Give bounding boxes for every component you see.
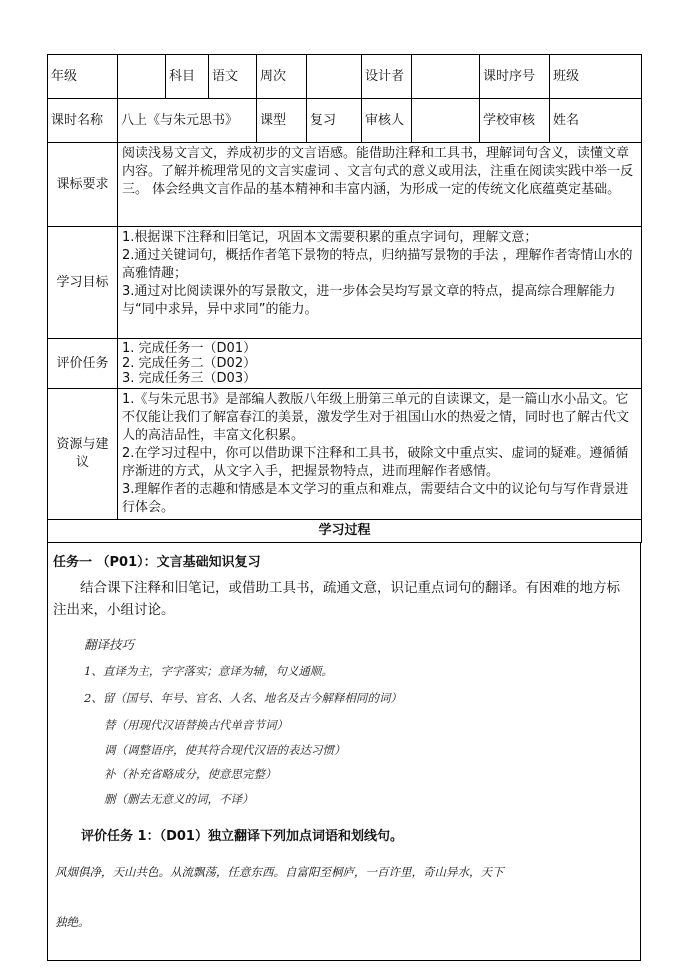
- week-label: 周次: [257, 55, 307, 99]
- goal-item: 2.通过关键词句，概括作者笔下景物的特点，归纳描写景物的手法 ，理解作者寄情山水的高雅情趣；: [122, 248, 633, 281]
- resource-item: 2.在学习过程中，你可以借助课下注释和工具书，破除文中重点实、虚词的疑难。遵循循序渐进的方式，从文字入手，把握景物特点，进而理解作者感情。: [122, 446, 629, 479]
- eval-label: 评价任务: [48, 339, 118, 389]
- learning-process-section: [47, 543, 641, 961]
- tip-1: 1、直译为主，字字落实；意译为辅，句义通顺。: [84, 664, 333, 678]
- eval-item: 3. 完成任务三（D03）: [122, 371, 257, 386]
- name-label: 姓名: [550, 99, 642, 143]
- header-row-1: [48, 55, 642, 99]
- resource-row: [48, 389, 642, 520]
- grade-label: 年级: [48, 55, 118, 99]
- goals-label: 学习目标: [48, 227, 118, 339]
- class-label: 班级: [550, 55, 642, 99]
- lesson-label: 课时名称: [48, 99, 118, 143]
- standard-label: 课标要求: [48, 143, 118, 227]
- reviewer-value: [412, 99, 480, 143]
- school-review-label: 学校审核: [480, 99, 550, 143]
- period-label: 课时序号: [480, 55, 550, 99]
- eval-item: 2. 完成任务二（D02）: [122, 356, 257, 371]
- subject-label: 科目: [166, 55, 209, 99]
- lesson-value: 八上《与朱元思书》: [118, 99, 257, 143]
- designer-label: 设计者: [362, 55, 412, 99]
- goals-row: [48, 227, 642, 339]
- standard-text: 阅读浅易文言文，养成初步的文言语感。能借助注释和工具书，理解词句含义，读懂文章内容。了解并梳理常见的文言实虚词 、文言句式的意义或用法，注重在阅读实践中举一反三。 体会经典文言作品的基本精神和丰富内涵，为形成一定的传统文化底蕴奠定基础。: [118, 143, 642, 227]
- resource-item: 1.《与朱元思书》是部编人教版八年级上册第三单元的自读课文，是一篇山水小品文。它不仅能让我们了解富春江的美景，激发学生对于祖国山水的热爱之情，同时也了解古代文人的高洁品性，丰富文化积累。: [122, 392, 630, 443]
- reviewer-label: 审核人: [362, 99, 412, 143]
- tips-title: 翻译技巧: [84, 637, 135, 652]
- process-title-row: [48, 520, 642, 543]
- standard-row: [48, 143, 642, 227]
- eval-item: 1. 完成任务一（D01）: [122, 341, 257, 356]
- tip-replace: 替（用现代汉语替换古代单音节词）: [104, 718, 288, 732]
- goals-text: [118, 227, 642, 339]
- type-label: 课型: [257, 99, 307, 143]
- type-value: 复习: [307, 99, 362, 143]
- resource-item: 3.理解作者的志趣和情感是本文学习的重点和难点，需要结合文中的议论句与写作背景进行体会。: [122, 482, 629, 515]
- designer-value: [412, 55, 480, 99]
- goal-item: 3.通过对比阅读课外的写景散文，进一步体会吴均写景文章的特点，提高综合理解能力与“同中求异，异中求同”的能力。: [122, 284, 616, 317]
- tip-delete: 删（删去无意义的词，不译）: [104, 792, 254, 806]
- grade-value: [118, 55, 166, 99]
- tip-add: 补（补充省略成分，使意思完整）: [104, 767, 277, 781]
- lesson-info-table: [47, 54, 642, 543]
- task1-intro: 结合课下注释和旧笔记，或借助工具书，疏通文意，识记重点词句的翻译。有困难的地方标注出来，小组讨论。: [53, 580, 620, 618]
- eval-text: [118, 339, 642, 389]
- lesson-plan-page: [47, 54, 641, 961]
- header-row-2: [48, 99, 642, 143]
- task1-heading: 任务一 （P01）：文言基础知识复习: [53, 555, 261, 570]
- goal-item: 1.根据课下注释和旧笔记，巩固本文需要积累的重点字词句，理解文意；: [122, 230, 538, 245]
- eval-row: [48, 339, 642, 389]
- tip-2: 2、留（国号、年号、官名、人名、地名及古今解释相同的词）: [84, 691, 402, 705]
- classical-sentence-line-1: 风烟俱净，天山共色。从流飘荡，任意东西。自富阳至桐庐，一百许里，奇山异水，天下: [55, 865, 504, 879]
- resource-text: [118, 389, 642, 520]
- subject-value: 语文: [209, 55, 257, 99]
- eval-task-1: 评价任务 1：（D01）独立翻译下列加点词语和划线句。: [81, 829, 403, 844]
- resource-label: 资源与建议: [48, 389, 118, 520]
- tip-adjust: 调（调整语序，使其符合现代汉语的表达习惯）: [104, 743, 346, 757]
- classical-sentence-line-2: 独绝。: [55, 915, 90, 929]
- process-title: 学习过程: [48, 520, 642, 543]
- week-value: [307, 55, 362, 99]
